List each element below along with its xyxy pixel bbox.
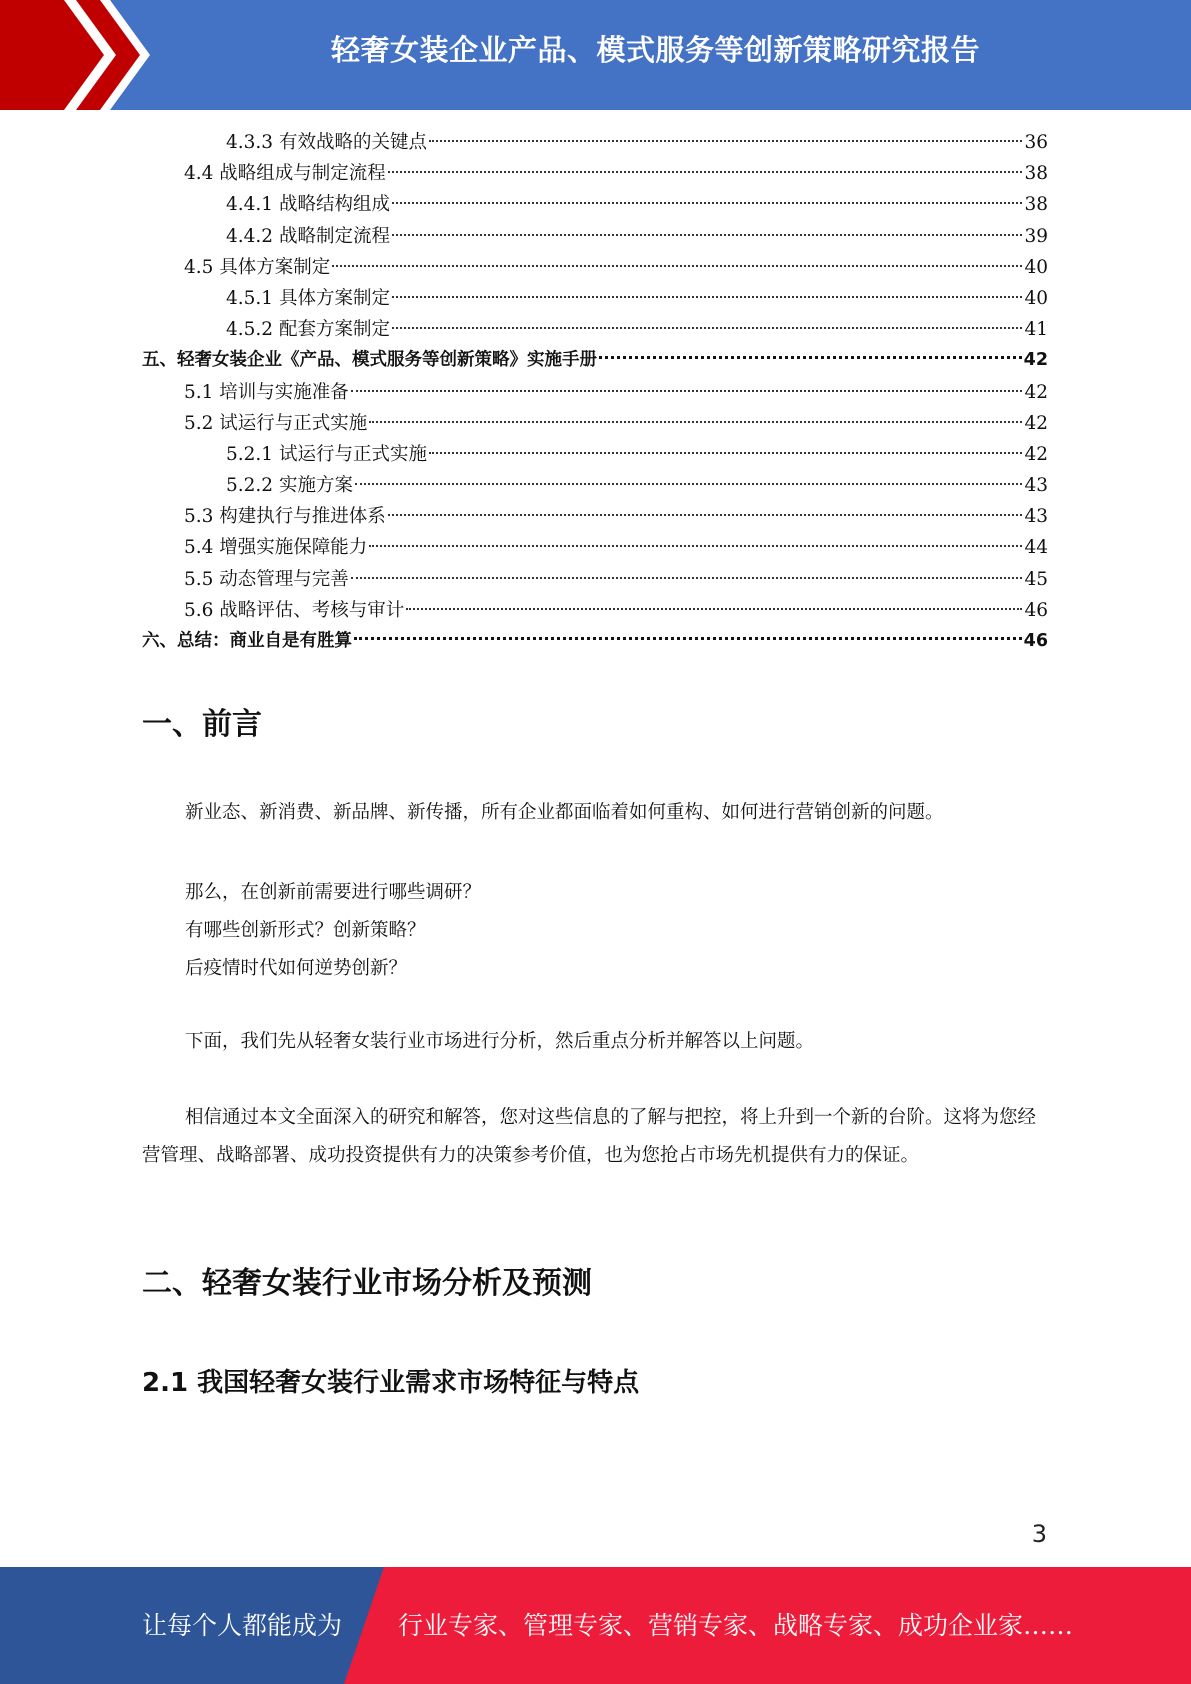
toc-dot-leader: [392, 234, 1022, 236]
toc-entry-label: 4.4.2 战略制定流程: [226, 225, 390, 247]
toc-entry[interactable]: [142, 345, 1048, 376]
toc-entry[interactable]: [142, 283, 1048, 314]
toc-dot-leader: [429, 452, 1022, 454]
subsection-heading-2-1: 2.1 我国轻奢女装行业需求市场特征与特点: [142, 1368, 640, 1398]
toc-entry-page: 44: [1024, 537, 1048, 559]
toc-entry-page: 41: [1024, 319, 1048, 341]
toc-entry[interactable]: [142, 314, 1048, 345]
toc-entry-page: 36: [1024, 132, 1048, 153]
toc-entry-page: 39: [1024, 225, 1048, 247]
toc-entry[interactable]: [142, 127, 1048, 158]
toc-entry[interactable]: [142, 408, 1048, 439]
preface-question-1: 那么，在创新前需要进行哪些调研？: [185, 882, 482, 903]
toc-entry[interactable]: [142, 158, 1048, 189]
toc-entry-page: 46: [1024, 599, 1048, 621]
toc-entry[interactable]: [142, 626, 1048, 657]
toc-entry-page: 40: [1024, 287, 1048, 309]
toc-entry-label: 5.2.2 实施方案: [226, 475, 353, 497]
toc-dot-leader: [388, 514, 1023, 516]
page-footer: [0, 1567, 1191, 1684]
toc-entry[interactable]: [142, 439, 1048, 470]
toc-dot-leader: [351, 577, 1023, 579]
toc-entry-label: 4.4.1 战略结构组成: [226, 194, 390, 216]
page-header: [0, 0, 1191, 110]
toc-entry-page: 38: [1024, 163, 1048, 185]
preface-paragraph-1: 新业态、新消费、新品牌、新传播，所有企业都面临着如何重构、如何进行营销创新的问题。: [185, 802, 944, 823]
toc-entry-label: 5.4 增强实施保障能力: [184, 537, 368, 559]
toc-entry-page: 40: [1024, 256, 1048, 278]
toc-dot-leader: [369, 545, 1022, 547]
toc-dot-leader: [354, 637, 1022, 640]
toc-dot-leader: [392, 296, 1022, 298]
toc-entry-label: 5.2 试运行与正式实施: [184, 412, 368, 434]
table-of-contents: [142, 127, 1048, 657]
toc-entry[interactable]: [142, 189, 1048, 220]
toc-entry-label: 4.5.2 配套方案制定: [226, 319, 390, 341]
preface-paragraph-2: 下面，我们先从轻奢女装行业市场进行分析，然后重点分析并解答以上问题。: [185, 1031, 815, 1052]
toc-entry-page: 46: [1023, 631, 1048, 651]
toc-entry[interactable]: [142, 470, 1048, 501]
toc-entry[interactable]: [142, 532, 1048, 563]
toc-entry-page: 45: [1024, 568, 1048, 590]
toc-entry-label: 4.3.3 有效战略的关键点: [226, 132, 427, 153]
toc-dot-leader: [369, 421, 1022, 423]
toc-entry[interactable]: [142, 595, 1048, 626]
header-title: 轻奢女装企业产品、模式服务等创新策略研究报告: [330, 33, 980, 67]
toc-dot-leader: [429, 140, 1022, 142]
preface-question-2: 有哪些创新形式？创新策略？: [185, 920, 426, 941]
toc-dot-leader: [406, 608, 1022, 610]
toc-entry-page: 43: [1024, 475, 1048, 497]
toc-entry-label: 五、轻奢女装企业《产品、模式服务等创新策略》实施手册: [142, 350, 597, 371]
toc-entry[interactable]: [142, 252, 1048, 283]
section-heading-market-analysis: 二、轻奢女装行业市场分析及预测: [142, 1266, 592, 1301]
toc-entry-page: 42: [1023, 350, 1048, 371]
footer-slogan-right: 行业专家、管理专家、营销专家、战略专家、成功企业家……: [398, 1611, 1074, 1640]
toc-entry-label: 5.2.1 试运行与正式实施: [226, 443, 427, 465]
toc-dot-leader: [332, 265, 1022, 267]
toc-dot-leader: [351, 390, 1023, 392]
toc-entry-page: 42: [1024, 381, 1048, 403]
page-number: 3: [1031, 1520, 1047, 1548]
preface-question-3: 后疫情时代如何逆势创新？: [185, 958, 408, 979]
toc-entry-label: 4.5.1 具体方案制定: [226, 287, 390, 309]
toc-dot-leader: [388, 171, 1023, 173]
section-heading-preface: 一、前言: [142, 707, 262, 742]
toc-entry-label: 5.3 构建执行与推进体系: [184, 506, 386, 528]
footer-slogan-left: 让每个人都能成为: [142, 1611, 343, 1640]
toc-dot-leader: [392, 327, 1022, 329]
toc-entry-page: 42: [1024, 443, 1048, 465]
toc-entry-label: 5.1 培训与实施准备: [184, 381, 349, 403]
toc-entry-page: 42: [1024, 412, 1048, 434]
toc-entry[interactable]: [142, 221, 1048, 252]
toc-entry[interactable]: [142, 377, 1048, 408]
toc-entry-label: 5.6 战略评估、考核与审计: [184, 599, 405, 621]
toc-dot-leader: [599, 356, 1022, 359]
toc-dot-leader: [355, 483, 1023, 485]
toc-dot-leader: [392, 202, 1022, 204]
toc-entry-page: 38: [1024, 194, 1048, 216]
toc-entry-label: 4.4 战略组成与制定流程: [184, 163, 386, 185]
toc-entry[interactable]: [142, 501, 1048, 532]
preface-paragraph-3: 相信通过本文全面深入的研究和解答，您对这些信息的了解与把控，将上升到一个新的台阶。这将为您经营管理、战略部署、成功投资提供有力的决策参考价值，也为您抢占市场先机提供有力的保证。: [142, 1107, 1037, 1166]
toc-entry-page: 43: [1024, 506, 1048, 528]
toc-entry-label: 5.5 动态管理与完善: [184, 568, 349, 590]
toc-entry-label: 六、总结：商业自是有胜算: [142, 631, 352, 651]
toc-entry[interactable]: [142, 564, 1048, 595]
toc-entry-label: 4.5 具体方案制定: [184, 256, 331, 278]
